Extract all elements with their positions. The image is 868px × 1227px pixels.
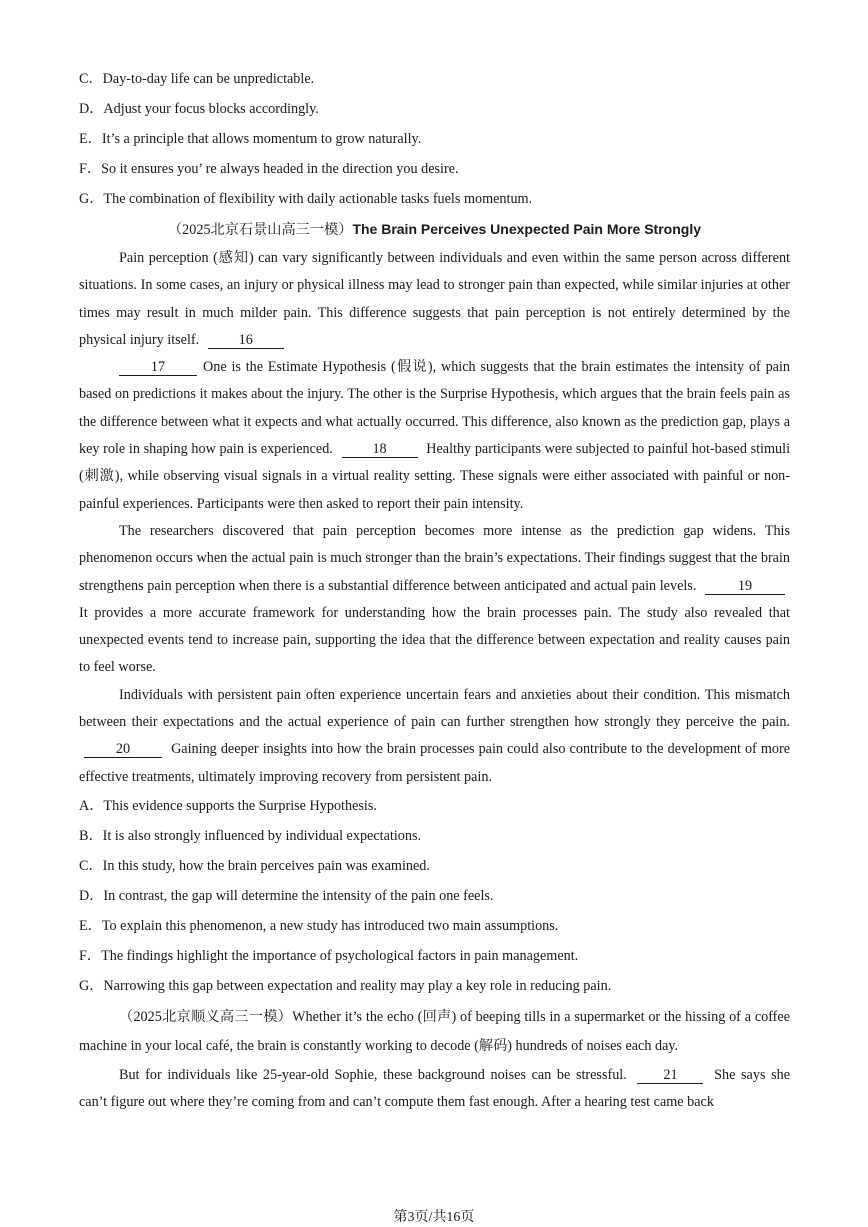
paragraph-2 (79, 354, 790, 518)
paragraph-text: Pain perception (感知) can vary significantly between individuals and even within the same person across different situations. In some cases, an injury or physical illness may lead to stronger pain than expected, while similar injuries at other times may result in much milder pain. This difference suggests that pain perception is not entirely determined by the physical injury itself. (79, 250, 790, 348)
blank-18[interactable]: 18 (342, 441, 418, 458)
paragraph-text: （2025北京顺义高三一模）Whether it’s the echo (回声) of beeping tills in a supermarket or the hissing of a coffee machine in your local café, the brain is constantly working to decode (解码) hundreds of noises each day. (79, 1008, 790, 1054)
page-content (79, 64, 790, 1116)
blank-20[interactable]: 20 (84, 741, 162, 758)
option-item: E．To explain this phenomenon, a new study has introduced two main assumptions. (79, 917, 559, 934)
option-item: D．Adjust your focus blocks accordingly. (79, 101, 319, 117)
option-item: B．It is also strongly influenced by individual expectations. (79, 827, 422, 844)
paragraph-text: One is the Estimate Hypothesis (假说), which suggests that the brain estimates the intensity of pain based on predictions it makes about the injury. The other is the Surprise Hypothesis, which argues that the brain feels pain as the difference between what it expects and what actually occurred. This difference, also known as the prediction gap, plays a key role in shaping how pain is experienced. (79, 359, 790, 458)
paragraph-text: The researchers discovered that pain perception becomes more intense as the prediction gap widens. This phenomenon occurs when the actual pain is much stronger than the brain’s expectations. Their findings suggest that the brain strengthens pain perception when there is a substantial difference between anticipated and actual pain levels. (79, 522, 790, 594)
option-item: C．Day-to-day life can be unpredictable. (79, 71, 315, 87)
options-list (79, 791, 790, 1001)
blank-16[interactable]: 16 (208, 332, 284, 349)
passage2-paragraph-2 (79, 1062, 790, 1116)
option-item: A．This evidence supports the Surprise Hypothesis. (79, 797, 377, 814)
paragraph-text: It provides a more accurate framework for understanding how the brain processes pain. The study also revealed that unexpected events tend to increase pain, supporting the idea that the difference between expectation and reality causes pain to feel worse. (79, 604, 790, 676)
paragraph-text: But for individuals like 25-year-old Sophie, these background noises can be stressful. (119, 1066, 627, 1083)
page-footer: 第3页/共16页 (393, 1210, 475, 1225)
option-item: E．It’s a principle that allows momentum to grow naturally. (79, 131, 422, 147)
passage-source: （2025北京石景山高三一模） (167, 222, 353, 238)
option-item: G．The combination of flexibility with daily actionable tasks fuels momentum. (79, 191, 533, 207)
option-item: D．In contrast, the gap will determine the intensity of the pain one feels. (79, 887, 494, 904)
paragraph-text: She says she can’t figure out where they’re coming from and can’t compute them fast enough. After a hearing test came back (79, 1066, 791, 1110)
paragraph-text: Gaining deeper insights into how the brain processes pain could also contribute to the development of more effective treatments, ultimately improving recovery from persistent pain. (79, 741, 790, 785)
blank-21[interactable]: 21 (637, 1067, 703, 1084)
option-item: F．The findings highlight the importance of psychological factors in pain management. (79, 947, 579, 964)
paragraph-3 (79, 518, 790, 682)
paragraph-text: Healthy participants were subjected to painful hot-based stimuli (刺激), while observing visual signals in a virtual reality setting. These signals were either associated with painful or non-painful experiences. Participants were then asked to report their pain intensity. (79, 441, 791, 512)
option-item: F．So it ensures you’ re always headed in the direction you desire. (79, 161, 459, 177)
passage-heading (79, 214, 790, 245)
blank-17[interactable]: 17 (119, 359, 197, 376)
paragraph-1 (79, 245, 790, 354)
paragraph-4 (79, 682, 790, 791)
passage2-paragraph-1 (79, 1003, 790, 1061)
option-item: G．Narrowing this gap between expectation and reality may play a key role in reducing pain. (79, 977, 612, 994)
option-item: C．In this study, how the brain perceives pain was examined. (79, 857, 430, 874)
blank-19[interactable]: 19 (705, 578, 785, 595)
paragraph-text: Individuals with persistent pain often experience uncertain fears and anxieties about their condition. This mismatch between their expectations and the actual experience of pain can further strengthen how strongly they perceive the pain. (79, 686, 790, 731)
passage-title: The Brain Perceives Unexpected Pain More Strongly (352, 221, 701, 237)
previous-options-list (79, 64, 790, 214)
